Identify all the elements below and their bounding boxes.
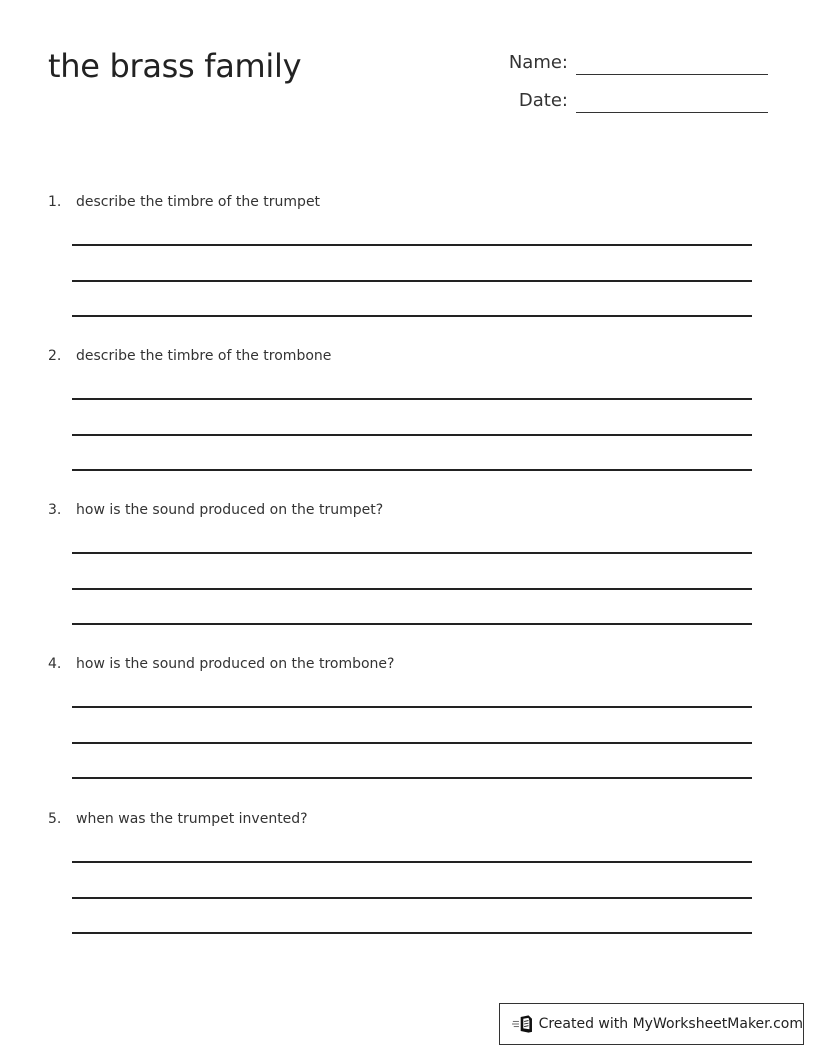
- worksheet-maker-logo-icon: [512, 1013, 535, 1035]
- answer-line[interactable]: [72, 469, 752, 471]
- answer-line[interactable]: [72, 244, 752, 246]
- footer-credit[interactable]: [499, 1003, 804, 1045]
- question-text: how is the sound produced on the trombone?: [76, 656, 395, 672]
- name-field[interactable]: [470, 50, 770, 78]
- answer-line[interactable]: [72, 742, 752, 744]
- question-text: describe the timbre of the trombone: [76, 348, 332, 364]
- answer-line[interactable]: [72, 552, 752, 554]
- question-text: when was the trumpet invented?: [76, 811, 308, 827]
- date-field[interactable]: [470, 88, 770, 116]
- answer-line[interactable]: [72, 623, 752, 625]
- question-text: describe the timbre of the trumpet: [76, 194, 321, 210]
- name-input-line[interactable]: [576, 74, 768, 75]
- answer-line[interactable]: [72, 932, 752, 934]
- question-number: 5.: [48, 811, 62, 827]
- answer-line[interactable]: [72, 706, 752, 708]
- answer-line[interactable]: [72, 398, 752, 400]
- worksheet-title: the brass family: [48, 47, 302, 85]
- question-text: how is the sound produced on the trumpet?: [76, 502, 384, 518]
- question-number: 4.: [48, 656, 62, 672]
- footer-text: Created with MyWorksheetMaker.com: [538, 1016, 803, 1032]
- question-number: 2.: [48, 348, 62, 364]
- question-number: 1.: [48, 194, 62, 210]
- answer-line[interactable]: [72, 315, 752, 317]
- date-input-line[interactable]: [576, 112, 768, 113]
- answer-line[interactable]: [72, 588, 752, 590]
- name-label: Name:: [508, 52, 568, 73]
- question-number: 3.: [48, 502, 62, 518]
- answer-line[interactable]: [72, 777, 752, 779]
- answer-line[interactable]: [72, 280, 752, 282]
- answer-line[interactable]: [72, 897, 752, 899]
- answer-line[interactable]: [72, 861, 752, 863]
- date-label: Date:: [518, 90, 568, 111]
- answer-line[interactable]: [72, 434, 752, 436]
